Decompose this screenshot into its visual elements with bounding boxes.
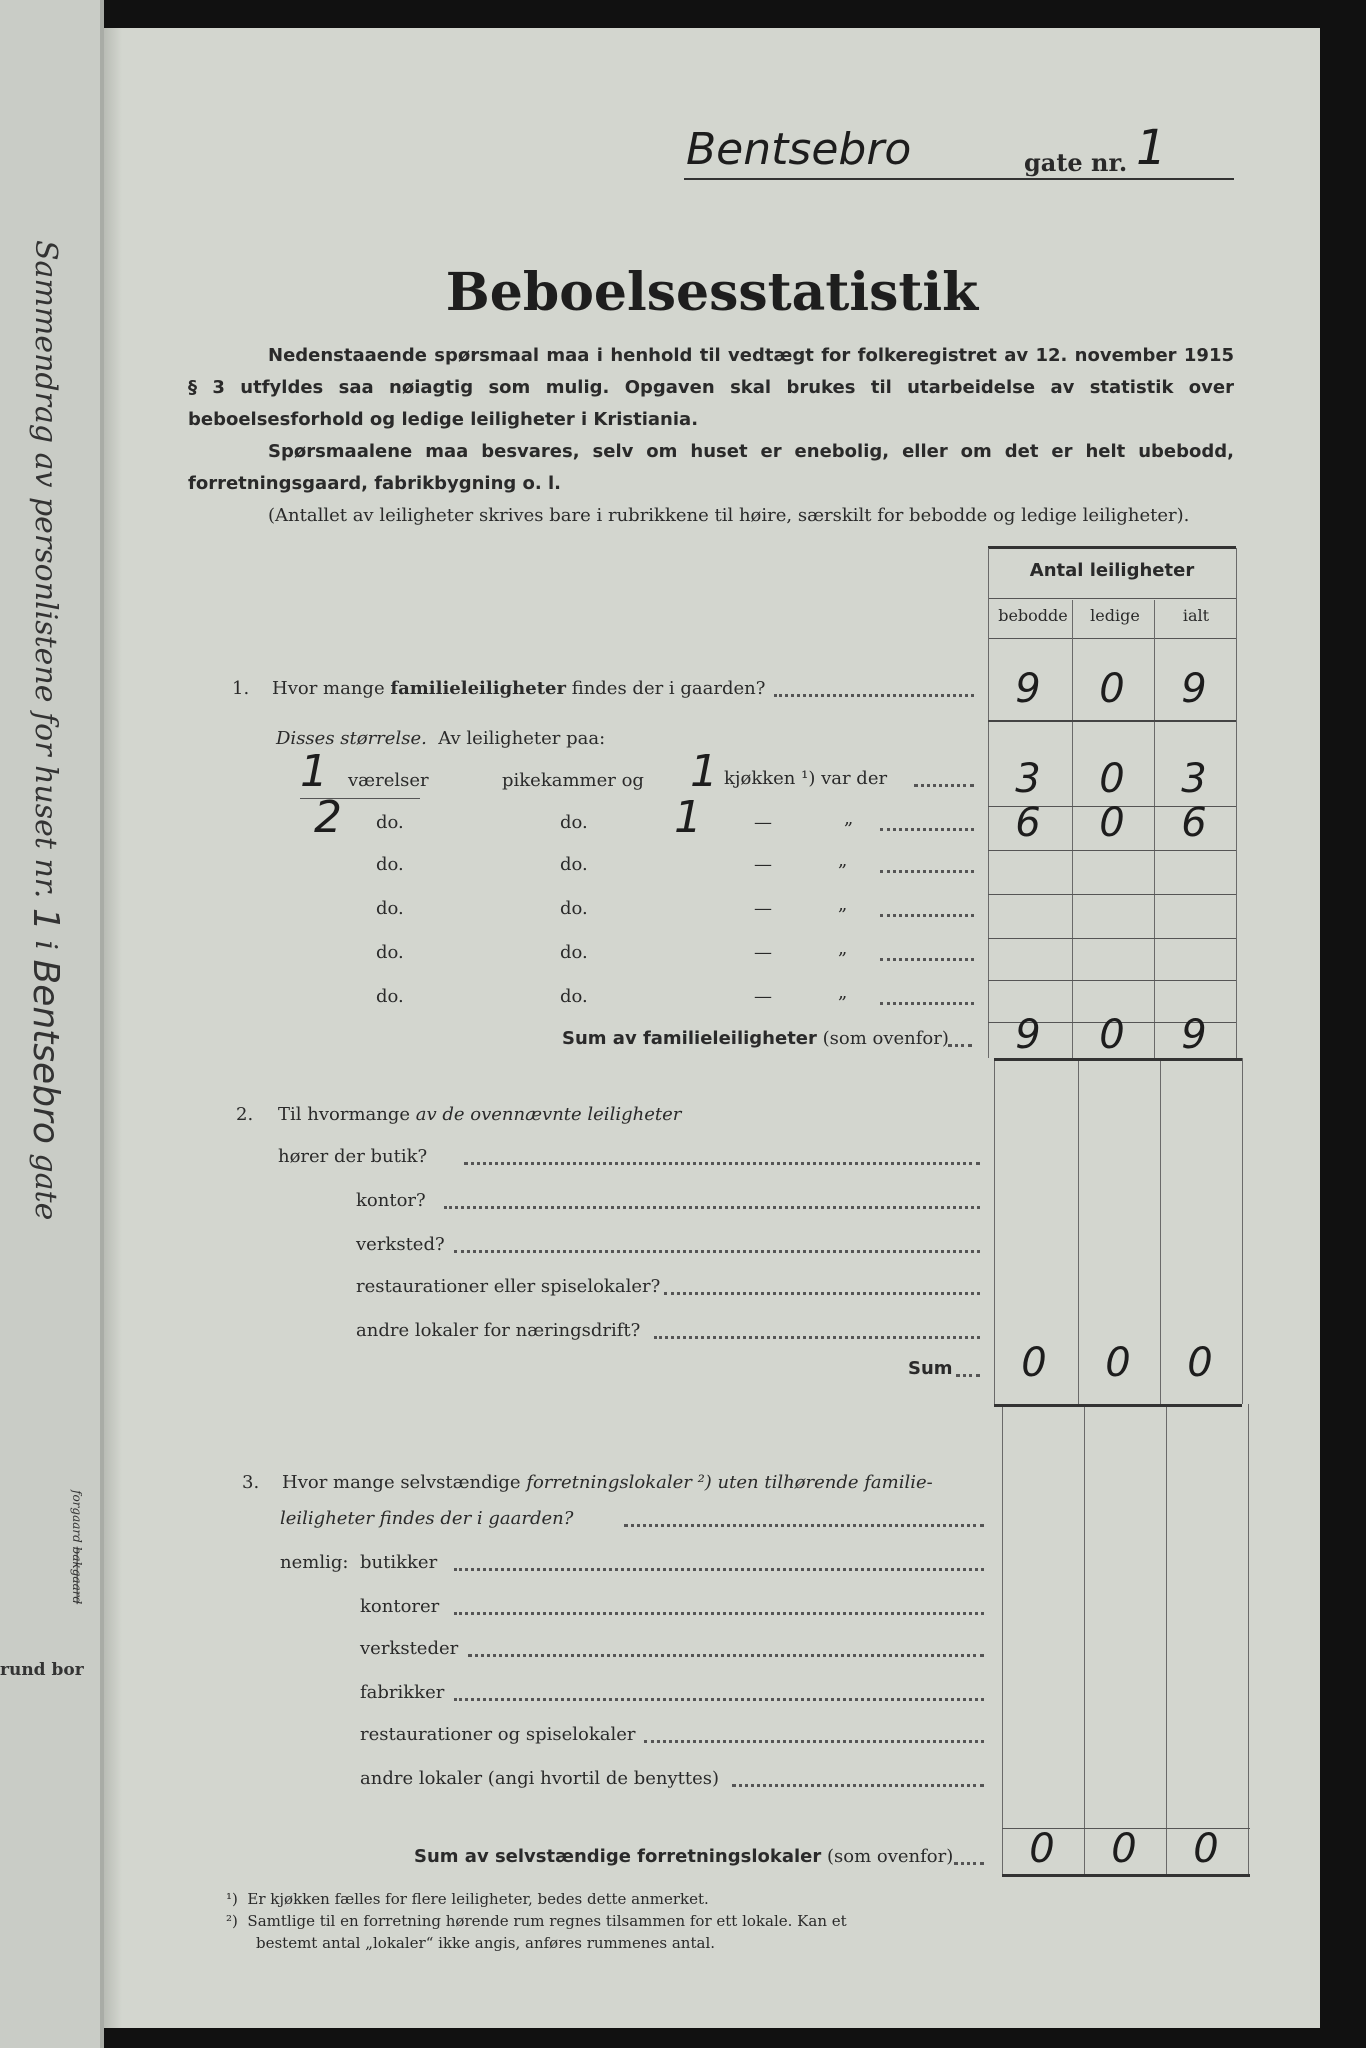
footnote-2-text-b: bestemt antal „lokaler“ ikke angis, anføres rummenes antal.	[256, 1934, 716, 1952]
q3-line-5: restaurationer og spiselokaler	[360, 1724, 636, 1745]
spine-number: 1	[25, 907, 66, 931]
q1-sum-ledige: 0	[1099, 1012, 1125, 1058]
table-vline	[1236, 548, 1237, 1058]
table-row-line	[988, 850, 1236, 851]
q3-line-6: andre lokaler (angi hvortil de benyttes)	[360, 1768, 720, 1789]
col-header-bebodde: bebodde	[998, 606, 1068, 625]
q3-sum-bold: Sum av selvstændige forretningslokaler	[414, 1846, 822, 1867]
q3-sum-ialt: 0	[1193, 1826, 1219, 1872]
do-label: do.	[560, 942, 588, 963]
spine-street: Bentsebro	[25, 959, 66, 1144]
q1-text-bold: familieleiligheter	[390, 678, 566, 699]
table-bottom-line	[1002, 1874, 1250, 1877]
do-label: do.	[560, 986, 588, 1007]
spine-text-before: Sammendrag av personlistene for huset nr.	[28, 240, 63, 899]
page-title: Beboelsesstatistik	[445, 262, 979, 323]
size-kitchen-1: 1	[690, 746, 718, 797]
leader-dots	[444, 1206, 980, 1209]
do-label: do.	[376, 942, 404, 963]
size2-value-ialt: 6	[1181, 800, 1207, 846]
leader-dots	[880, 914, 974, 917]
q2-line-4: restaurationer eller spiselokaler?	[356, 1276, 661, 1297]
spine-suffix: gate	[28, 1153, 63, 1221]
size-kitchen-2: 1	[674, 792, 702, 843]
size1-value-ledige: 0	[1099, 756, 1125, 802]
leader-dots	[454, 1612, 984, 1615]
strip-bottom-text: rund bor	[0, 1660, 84, 1680]
q3-sum-bebodde: 0	[1029, 1826, 1055, 1872]
leader-dots	[664, 1292, 980, 1295]
table-row-line	[988, 720, 1236, 722]
footnote-1	[226, 1890, 709, 1908]
leader-dots	[454, 1568, 984, 1571]
footnote-2-text-a: Samtlige til en forretning hørende rum regnes tilsammen for ett lokale. Kan et	[247, 1912, 847, 1930]
q2-question	[278, 1104, 681, 1125]
table-vline	[1248, 1404, 1249, 1874]
q3-text-ital-2: leiligheter findes der i gaarden?	[280, 1508, 574, 1529]
q1-sum-row	[562, 1028, 949, 1049]
q1-value-ialt: 9	[1181, 666, 1207, 712]
q1-value-ledige: 0	[1099, 666, 1125, 712]
leader-dots	[654, 1336, 980, 1339]
q1-question	[272, 678, 765, 699]
col-header-ialt: ialt	[1182, 606, 1210, 625]
q2-number: 2.	[236, 1104, 254, 1125]
q1-value-bebodde: 9	[1015, 666, 1041, 712]
intro-paragraph-3: (Antallet av leiligheter skrives bare i rubrikkene til høire, særskilt for bebodde og ledige leiligheter).	[268, 505, 1190, 526]
quote-mark: „	[838, 938, 848, 959]
q3-line-4: fabrikker	[360, 1682, 445, 1703]
size-rooms-1: 1	[300, 746, 328, 797]
q3-nemlig: nemlig:	[280, 1552, 349, 1573]
q2-line-1: hører der butik?	[278, 1146, 428, 1167]
leader-dots	[880, 1002, 974, 1005]
spine-small-struck: bakgaard	[70, 1546, 84, 1605]
q1-text-post: findes der i gaarden?	[571, 678, 766, 699]
gate-label: gate nr.	[1024, 148, 1128, 177]
col-kjokken: kjøkken ¹) var der	[724, 768, 888, 789]
table-vline	[1166, 1404, 1167, 1874]
leader-dots	[880, 870, 974, 873]
do-label: do.	[376, 854, 404, 875]
q3-question-line-1	[282, 1472, 933, 1493]
leader-dots	[914, 784, 974, 787]
dash-mark: —	[754, 898, 772, 919]
q2-text-pre: Til hvormange	[278, 1104, 411, 1125]
q1-number: 1.	[232, 678, 250, 699]
size2-value-bebodde: 6	[1015, 800, 1041, 846]
q3-sum-ledige: 0	[1111, 1826, 1137, 1872]
leader-dots	[624, 1524, 984, 1527]
leader-dots	[948, 1044, 972, 1047]
size1-value-bebodde: 3	[1015, 756, 1041, 802]
footnote-1-text: Er kjøkken fælles for flere leiligheter, bedes dette anmerket.	[247, 1890, 709, 1908]
table-vline	[1084, 1404, 1085, 1874]
spine-small-labels	[70, 1490, 84, 1604]
leader-dots	[954, 1862, 984, 1865]
q3-text-ital-1: forretningslokaler ²) uten tilhørende familie-	[526, 1472, 933, 1493]
q1-sum-bold: Sum av familieleiligheter	[562, 1028, 817, 1049]
street-number: 1	[1136, 120, 1167, 176]
q2-text-ital: av de ovennævnte leiligheter	[415, 1104, 682, 1125]
table-header-bottom	[988, 638, 1236, 639]
do-label: do.	[560, 812, 588, 833]
quote-mark: „	[838, 850, 848, 871]
q3-sum-row	[414, 1846, 953, 1867]
size1-value-ialt: 3	[1181, 756, 1207, 802]
q2-sum-label: Sum	[908, 1358, 953, 1379]
do-label: do.	[560, 898, 588, 919]
leader-dots	[774, 694, 974, 697]
q3-line-3: verksteder	[360, 1638, 459, 1659]
q3-number: 3.	[242, 1472, 260, 1493]
spine-small-printed: forgaard	[70, 1490, 84, 1543]
do-label: do.	[376, 986, 404, 1007]
leader-dots	[454, 1698, 984, 1701]
binding-strip	[0, 0, 104, 2048]
page-shade	[104, 28, 122, 2028]
table-vline	[1242, 1058, 1243, 1404]
col-vaerelser: værelser	[348, 770, 429, 791]
do-label: do.	[376, 898, 404, 919]
dash-mark: —	[754, 812, 772, 833]
leader-dots	[454, 1250, 980, 1253]
q3-sum-rest: (som ovenfor)	[826, 1846, 954, 1867]
q1-sum-bebodde: 9	[1015, 1012, 1041, 1058]
leader-dots	[468, 1654, 984, 1657]
leader-dots	[464, 1162, 980, 1165]
sizes-rest: Av leiligheter paa:	[438, 728, 606, 749]
col-pikekammer: pikekammer og	[502, 770, 644, 791]
street-underline	[684, 178, 1234, 180]
size2-value-ledige: 0	[1099, 800, 1125, 846]
q2-sum-bebodde: 0	[1021, 1340, 1047, 1386]
leader-dots	[880, 828, 974, 831]
do-label: do.	[560, 854, 588, 875]
q2-sum-ialt: 0	[1187, 1340, 1213, 1386]
table-row-line	[988, 938, 1236, 939]
leader-dots	[732, 1784, 984, 1787]
q3-line-2: kontorer	[360, 1596, 440, 1617]
spine-mid: i	[28, 940, 63, 950]
q2-line-3: verksted?	[356, 1234, 445, 1255]
table-section-line	[994, 1058, 1242, 1061]
table-title: Antal leiligheter	[1029, 560, 1195, 581]
q1-sum-rest: (som ovenfor)	[822, 1028, 949, 1049]
leader-dots	[956, 1374, 980, 1377]
col-header-ledige: ledige	[1090, 606, 1140, 625]
footnote-2	[226, 1912, 847, 1930]
intro-paragraph-2: Spørsmaalene maa besvares, selv om huset er enebolig, eller om det er helt ubebodd, forretningsgaard, fabrikbygning o. l.	[188, 441, 1234, 494]
dash-mark: —	[754, 854, 772, 875]
q3-line-1: butikker	[360, 1552, 438, 1573]
footnote-2-mark: ²)	[226, 1912, 238, 1930]
table-vline	[1002, 1404, 1003, 1874]
table-row-line	[988, 980, 1236, 981]
q1-sum-ialt: 9	[1181, 1012, 1207, 1058]
dash-mark: —	[754, 986, 772, 1007]
table-header-divider	[988, 598, 1236, 599]
quote-mark: „	[838, 894, 848, 915]
table-top-line	[988, 546, 1236, 549]
footnote-1-mark: ¹)	[226, 1890, 238, 1908]
do-label: do.	[376, 812, 404, 833]
q2-line-5: andre lokaler for næringsdrift?	[356, 1320, 641, 1341]
leader-dots	[880, 958, 974, 961]
quote-mark: „	[844, 808, 854, 829]
size-rooms-2: 2	[314, 792, 342, 843]
sizes-label: Disses størrelse.	[276, 728, 427, 749]
dash-mark: —	[754, 942, 772, 963]
intro-paragraph-1: Nedenstaaende spørsmaal maa i henhold til vedtægt for folkeregistret av 12. november 1915 § 3 utfyldes saa nøiagtig som mulig. Opgaven skal brukes til utarbeidelse av statistik over beboelsesforhold og ledige leiligheter i Kristiania.	[188, 345, 1234, 430]
q2-sum-ledige: 0	[1105, 1340, 1131, 1386]
q1-text-pre: Hvor mange	[272, 678, 385, 699]
table-row-line	[988, 894, 1236, 895]
table-section-line	[994, 1404, 1242, 1407]
street-name: Bentsebro	[686, 124, 912, 175]
leader-dots	[644, 1740, 984, 1743]
q3-text-pre: Hvor mange selvstændige	[282, 1472, 521, 1493]
quote-mark: „	[838, 982, 848, 1003]
spine-caption	[16, 240, 66, 1660]
q2-line-2: kontor?	[356, 1190, 426, 1211]
form-page	[104, 28, 1320, 2028]
